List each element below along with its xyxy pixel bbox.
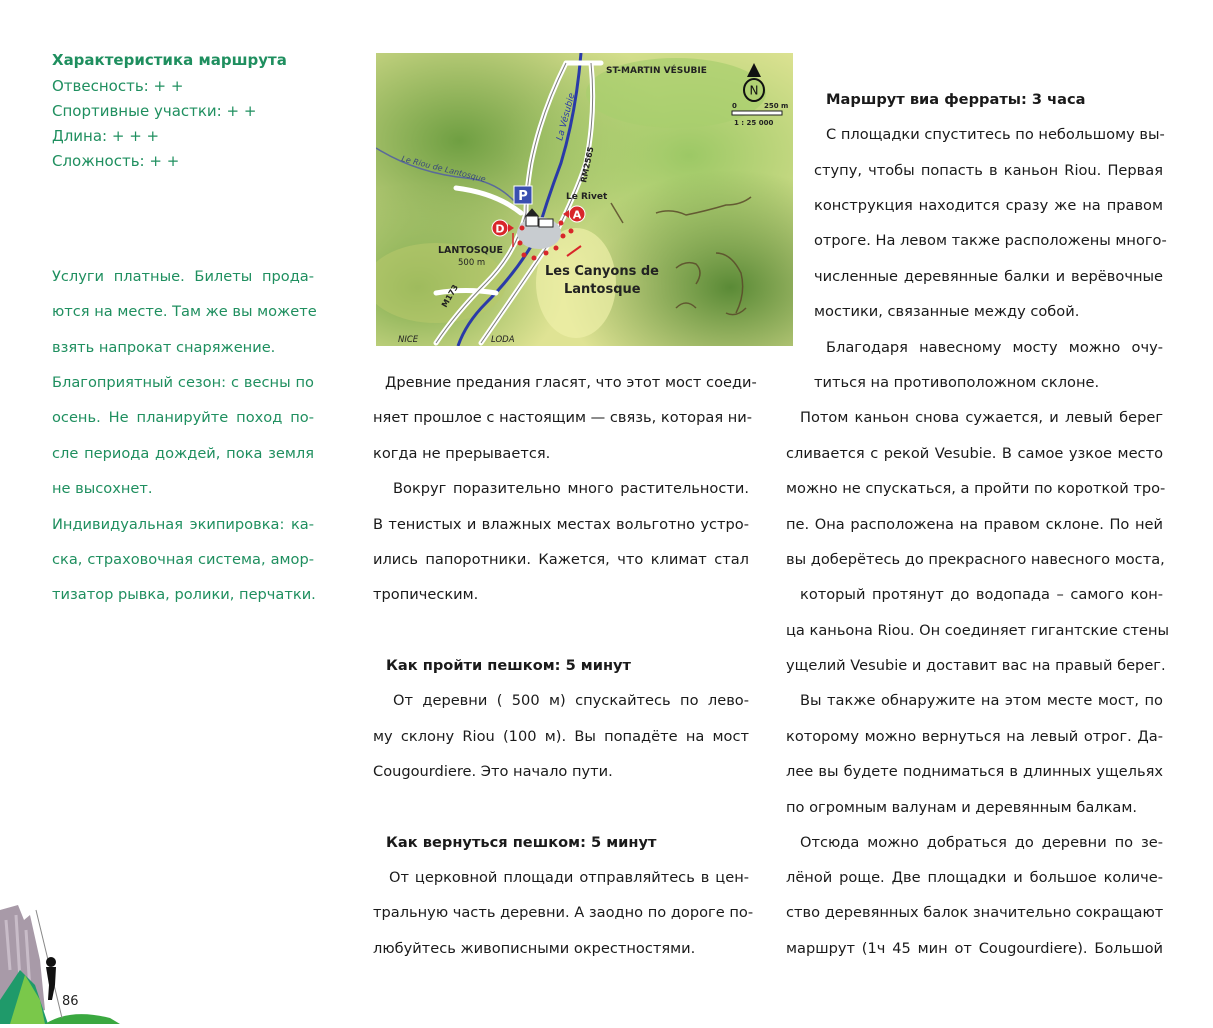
arrival-marker-label: A: [572, 208, 582, 222]
approach-heading: Как пройти пешком: 5 минут: [386, 657, 632, 674]
paragraph-line: Вы также обнаружите на этом месте мост, по: [800, 692, 1163, 709]
info-line: Услуги платные. Билеты прода-: [52, 268, 314, 285]
rating-length: Длина: + + +: [52, 127, 160, 145]
paragraph-line: ца каньона Riou. Он соединяет гигантские стены: [786, 622, 1170, 639]
label-canyons-1: Les Canyons de: [545, 264, 659, 279]
info-line: взять напрокат снаряжение.: [52, 339, 276, 356]
info-line: тизатор рывка, ролики, перчатки.: [52, 586, 316, 603]
label-nice: NICE: [398, 335, 419, 345]
via-ferrata-heading: Маршрут виа ферраты: 3 часа: [826, 91, 1086, 108]
canyon-map: [376, 53, 793, 346]
paragraph-line: которому можно вернуться на левый отрог. Да-: [786, 728, 1163, 745]
paragraph-line: сливается с рекой Vesubie. В самое узкое место: [786, 445, 1163, 462]
paragraph-line: пе. Она расположена на правом склоне. По ней: [786, 516, 1163, 533]
paragraph-line: Благодаря навесному мосту можно очу-: [826, 339, 1163, 356]
rating-difficulty: Сложность: + +: [52, 152, 180, 170]
paragraph-line: лёной роще. Две площадки и большое количе-: [786, 869, 1163, 886]
paragraph-line: Вокруг поразительно много растительности.: [393, 480, 749, 497]
label-stream: Le Riou de Lantosque: [400, 154, 487, 184]
paragraph-line: няет прошлое с настоящим — связь, которая ни-: [373, 409, 753, 426]
scale-ratio: 1 : 25 000: [734, 119, 774, 127]
info-line: Индивидуальная экипировка: ка-: [52, 516, 314, 533]
rating-sport-sections: Спортивные участки: + +: [52, 102, 257, 120]
paragraph-line: титься на противоположном склоне.: [814, 374, 1100, 391]
paragraph-line: С площадки спуститесь по небольшому вы-: [826, 126, 1165, 143]
return-heading: Как вернуться пешком: 5 минут: [386, 834, 657, 851]
paragraph-line: маршрут (1ч 45 мин от Cougourdiere). Большой: [786, 940, 1163, 957]
page-number: 86: [62, 994, 79, 1009]
info-line: Благоприятный сезон: с весны по: [52, 374, 314, 391]
paragraph-line: От деревни ( 500 м) спускайтесь по лево-: [393, 692, 749, 709]
paragraph-line: ущелий Vesubie и доставит вас на правый берег.: [786, 657, 1166, 674]
paragraph-line: численные деревянные балки и верёвочные: [814, 268, 1163, 285]
paragraph-line: вы доберётесь до прекрасного навесного моста,: [786, 551, 1165, 568]
paragraph-line: Потом каньон снова сужается, и левый берег: [800, 409, 1163, 426]
label-altitude: 500 m: [458, 258, 486, 268]
paragraph-line: Древние предания гласят, что этот мост соеди-: [385, 374, 757, 391]
characteristics-title: Характеристика маршрута: [52, 51, 287, 69]
paragraph-line: любуйтесь живописными окрестностями.: [373, 940, 696, 957]
paragraph-line: когда не прерывается.: [373, 445, 551, 462]
paragraph-line: мостики, связанные между собой.: [814, 303, 1080, 320]
paragraph-line: конструкция находится сразу же на правом: [814, 197, 1163, 214]
info-line: не высохнет.: [52, 480, 153, 497]
rating-steepness: Отвесность: + +: [52, 77, 184, 95]
label-st-martin: ST-MARTIN VÉSUBIE: [606, 66, 707, 76]
compass-label: N: [749, 83, 759, 98]
label-lantosque: LANTOSQUE: [438, 245, 504, 256]
paragraph-line: В тенистых и влажных местах вольготно устро-: [373, 516, 749, 533]
info-line: осень. Не планируйте поход по-: [52, 409, 314, 426]
parking-label: P: [518, 189, 528, 204]
paragraph-line: ство деревянных балок значительно сокращают: [786, 904, 1164, 921]
paragraph-line: по огромным валунам и деревянным балкам.: [786, 799, 1138, 816]
paragraph-line: который протянут до водопада – самого кон-: [800, 586, 1163, 603]
info-line: ска, страховочная система, амор-: [52, 551, 314, 568]
scale-max: 250 m: [764, 102, 789, 110]
label-m173: M173: [439, 283, 461, 309]
paragraph-line: лее вы будете подниматься в длинных ущельях: [786, 763, 1163, 780]
paragraph-line: можно не спускаться, а пройти по короткой тро-: [786, 480, 1166, 497]
paragraph-line: ились папоротники. Кажется, что климат стал: [373, 551, 749, 568]
paragraph-line: тральную часть деревни. А заодно по дороге по-: [373, 904, 754, 921]
start-marker-label: D: [495, 222, 505, 236]
paragraph-line: отроге. На левом также расположены много-: [814, 232, 1167, 249]
scale-min: 0: [732, 102, 737, 110]
paragraph-line: Отсюда можно добраться до деревни по зе-: [800, 834, 1163, 851]
paragraph-line: Cougourdiere. Это начало пути.: [373, 763, 613, 780]
info-line: ются на месте. Там же вы можете: [52, 303, 317, 320]
label-canyons-2: Lantosque: [564, 282, 641, 297]
label-river: La Vésubie: [555, 92, 578, 142]
label-rm2565: RM2565: [579, 145, 596, 184]
label-le-rivet: Le Rivet: [566, 192, 608, 202]
paragraph-line: тропическим.: [373, 586, 479, 603]
info-line: сле периода дождей, пока земля: [52, 445, 314, 462]
paragraph-line: му склону Riou (100 м). Вы попадёте на мост: [373, 728, 749, 745]
label-loda: LODA: [491, 335, 515, 345]
climber-icon: [46, 957, 56, 1000]
paragraph-line: От церковной площади отправляйтесь в цен-: [389, 869, 749, 886]
paragraph-line: ступу, чтобы попасть в каньон Riou. Первая: [814, 162, 1163, 179]
